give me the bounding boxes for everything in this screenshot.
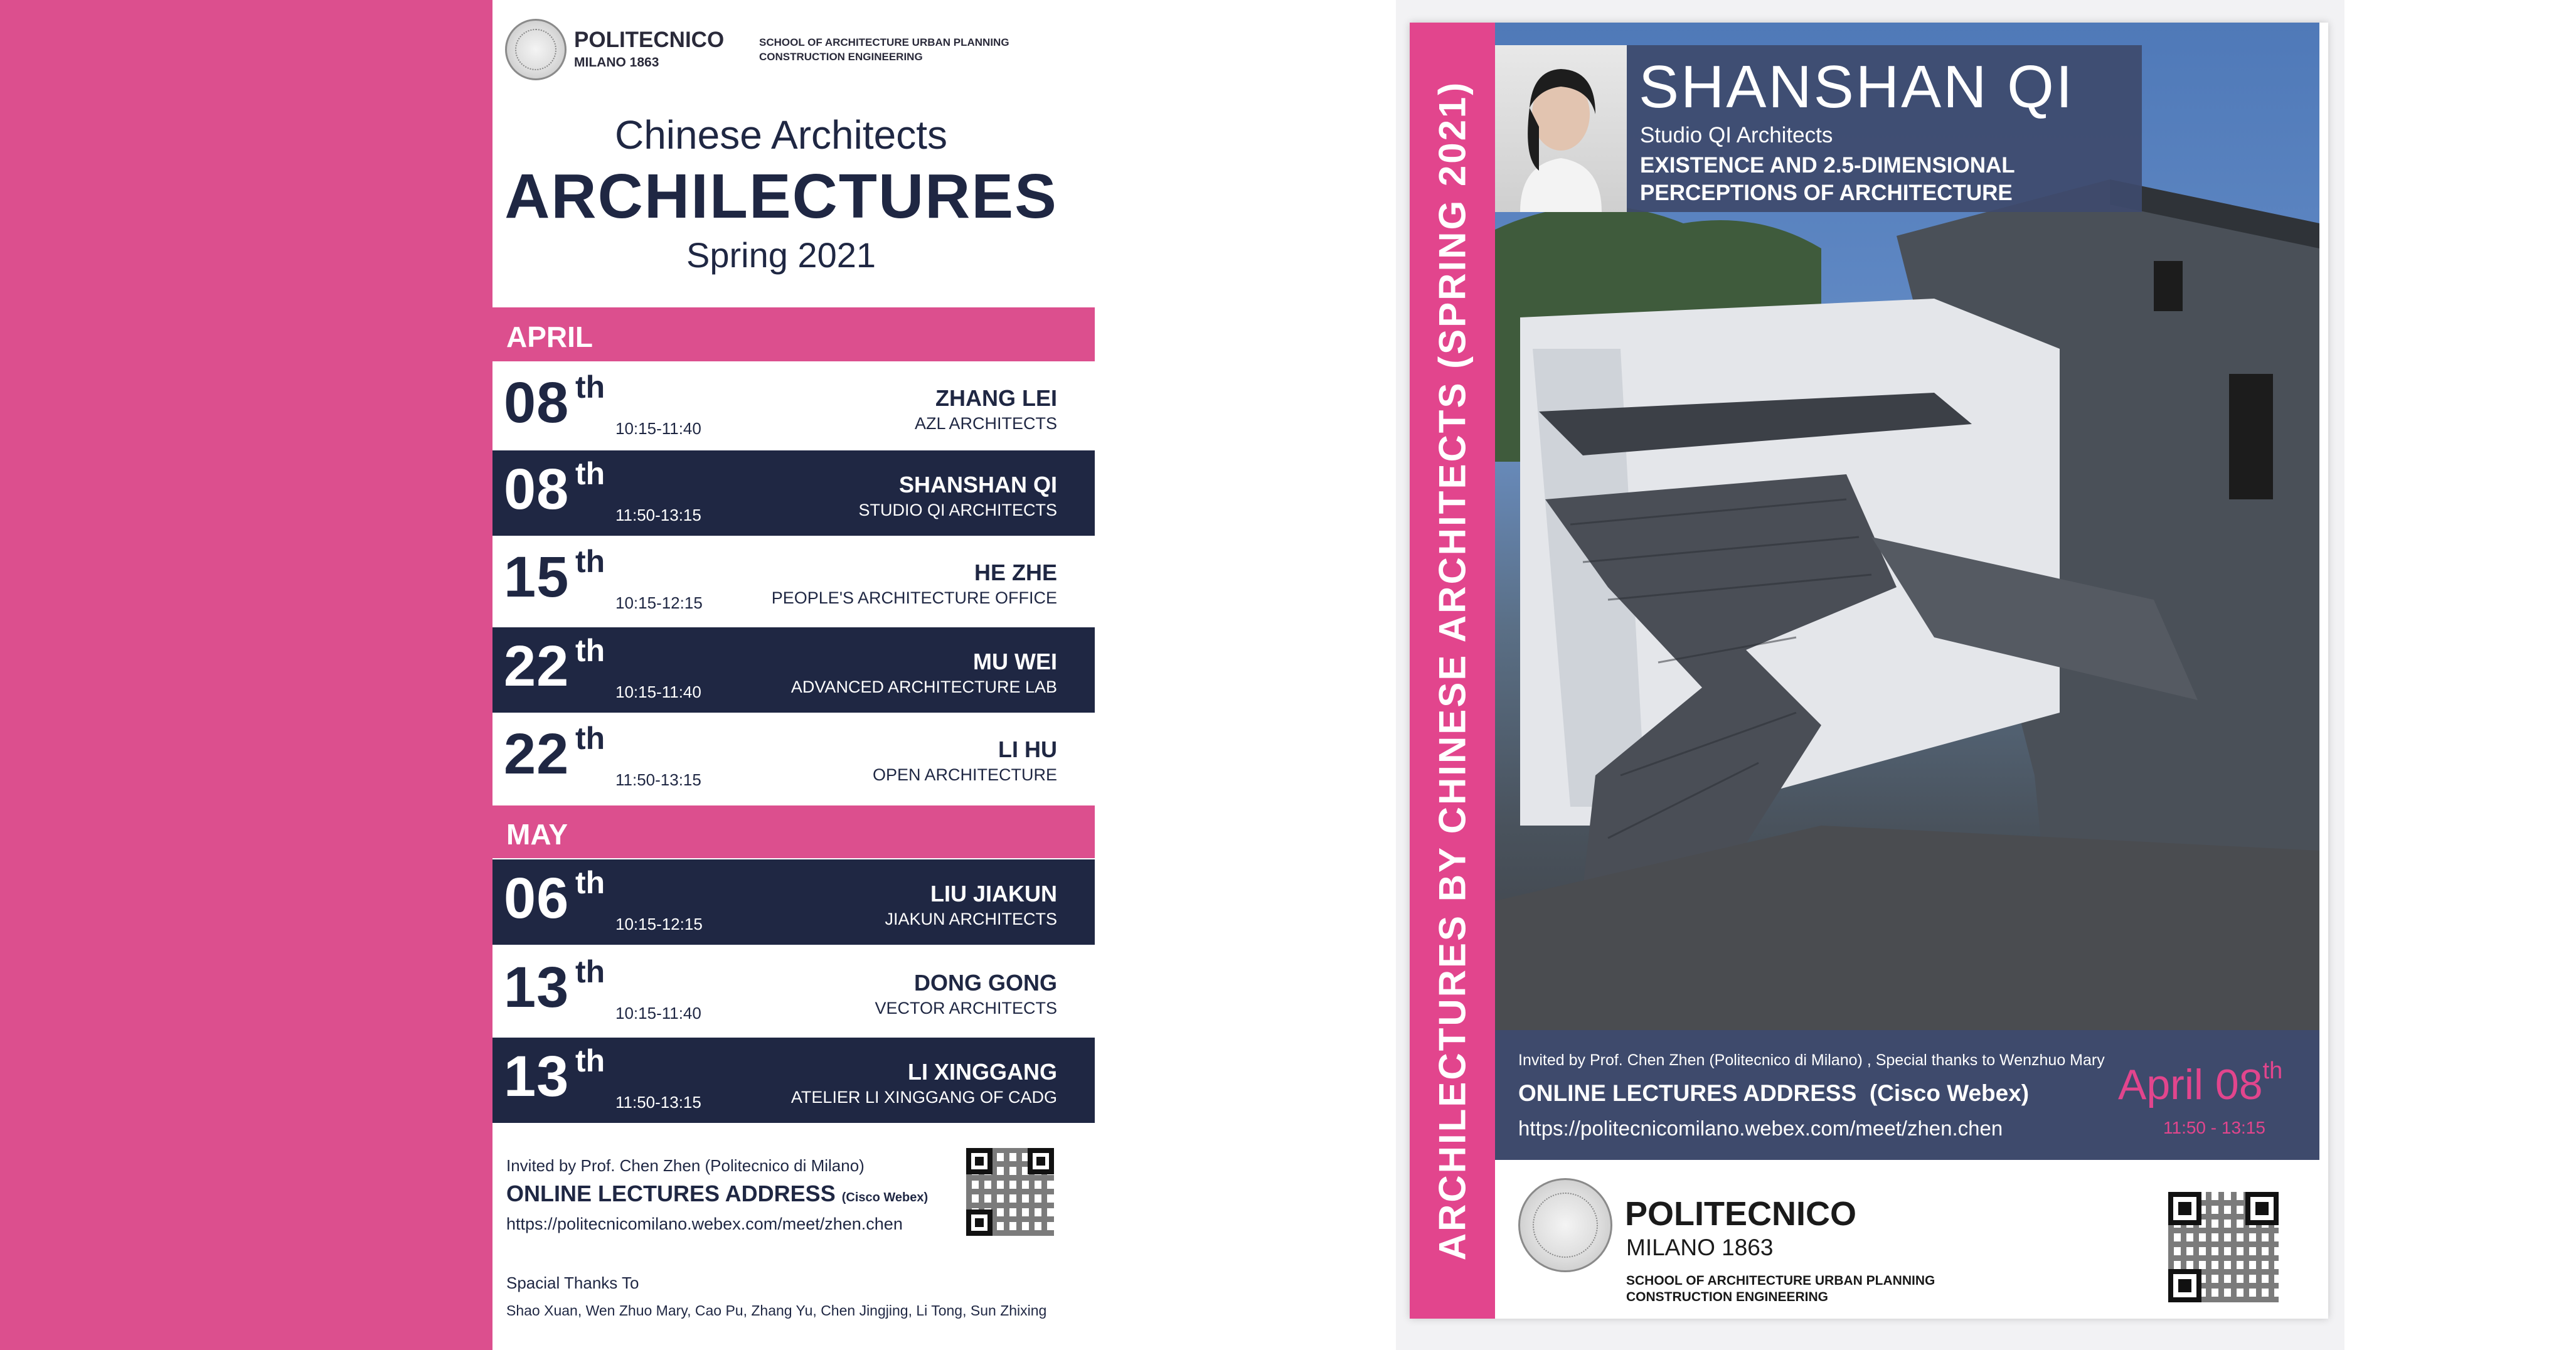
poster-invited-text: Invited by Prof. Chen Zhen (Politecnico di Milano) , Special thanks to Wenzhuo Mary — [1518, 1051, 2105, 1069]
lecture-row — [492, 949, 1095, 1034]
lecture-day-suffix: th — [575, 954, 605, 989]
poster-school-line1: SCHOOL OF ARCHITECTURE URBAN PLANNING — [1626, 1273, 1935, 1288]
lecture-day: 22 — [504, 634, 570, 698]
lecture-day: 13 — [504, 1044, 570, 1108]
lecture-day: 08 — [504, 371, 570, 435]
lecture-day-suffix: th — [575, 633, 605, 668]
lecture-row — [492, 859, 1095, 945]
poster-school-line2: CONSTRUCTION ENGINEERING — [1626, 1290, 1829, 1304]
lecturer-name: SHANSHAN QI — [898, 472, 1057, 497]
lecturer-firm: OPEN ARCHITECTURE — [872, 765, 1057, 784]
lecturer-firm: AZL ARCHITECTS — [914, 414, 1057, 433]
poster-date-time: 11:50 - 13:15 — [2163, 1118, 2265, 1137]
speaker-portrait-illustration — [1495, 45, 1627, 212]
window-shape — [2229, 374, 2273, 499]
lecturer-name: LI HU — [998, 736, 1057, 762]
title-line3: Spring 2021 — [686, 235, 876, 275]
lecture-row — [492, 450, 1095, 536]
lecture-day-suffix: th — [575, 721, 605, 756]
poster-brand-name: POLITECNICO — [1625, 1195, 1857, 1233]
lecture-day: 15 — [504, 545, 570, 609]
poster-date-main: April 08 — [2118, 1061, 2263, 1108]
thanks-label: Spacial Thanks To — [506, 1273, 639, 1292]
lecture-time: 10:15-12:15 — [615, 915, 703, 933]
address-note: (Cisco Webex) — [841, 1191, 929, 1204]
lecture-time: 10:15-11:40 — [615, 1004, 701, 1023]
lecturer-firm: STUDIO QI ARCHITECTS — [858, 501, 1057, 519]
lecture-row — [492, 364, 1095, 449]
lecturer-name: LI XINGGANG — [907, 1059, 1057, 1085]
lecture-day-suffix: th — [575, 456, 605, 491]
lecturer-firm: ADVANCED ARCHITECTURE LAB — [790, 678, 1057, 696]
school-line1: SCHOOL OF ARCHITECTURE URBAN PLANNING — [759, 36, 1009, 48]
lecture-time: 11:50-13:15 — [615, 770, 701, 789]
lecture-day: 22 — [504, 722, 570, 786]
lecture-time: 10:15-11:40 — [615, 419, 701, 438]
page-title: ARCHILECTURES — [504, 161, 1058, 231]
lecture-row — [492, 715, 1095, 800]
schedule-poster — [492, 0, 1095, 1350]
poster-address-label: ONLINE LECTURES ADDRESS (Cisco Webex) — [1518, 1080, 2030, 1106]
speaker-studio: Studio QI Architects — [1640, 123, 1833, 147]
lecture-day: 13 — [504, 955, 570, 1019]
address-label-text: ONLINE LECTURES ADDRESS — [506, 1181, 836, 1206]
lecturer-name: ZHANG LEI — [935, 385, 1057, 411]
month-header-april: APRIL — [492, 307, 1095, 361]
lecture-day-suffix: th — [575, 369, 605, 405]
lecturer-name: MU WEI — [973, 649, 1057, 674]
talk-title-line1: EXISTENCE AND 2.5-DIMENSIONAL — [1640, 153, 2015, 178]
speaker-portrait — [1495, 45, 1627, 212]
address-label — [506, 1181, 928, 1207]
speaker-name: SHANSHAN QI — [1639, 53, 2075, 120]
brand-name: POLITECNICO — [574, 28, 725, 52]
lecturer-name: HE ZHE — [974, 560, 1057, 585]
qr-code-icon — [2168, 1192, 2279, 1302]
poster-brand-sub: MILANO 1863 — [1626, 1235, 1774, 1260]
lecturer-firm: JIAKUN ARCHITECTS — [885, 910, 1057, 928]
lecture-day: 08 — [504, 457, 570, 521]
lecture-row — [492, 538, 1095, 624]
lecturer-name: DONG GONG — [913, 970, 1057, 996]
lecture-day-suffix: th — [575, 865, 605, 900]
lecturer-firm: VECTOR ARCHITECTS — [875, 999, 1057, 1018]
qr-code-icon — [966, 1148, 1054, 1236]
lecturer-name: LIU JIAKUN — [930, 881, 1057, 906]
brand-sub: MILANO 1863 — [574, 55, 659, 70]
title-line1: Chinese Architects — [614, 112, 948, 157]
lecture-time: 11:50-13:15 — [615, 506, 701, 524]
thanks-names: Shao Xuan, Wen Zhuo Mary, Cao Pu, Zhang Yu, Chen Jingjing, Li Tong, Sun Zhixing — [506, 1302, 1047, 1319]
left-pink-band — [0, 0, 492, 1350]
lecture-day: 06 — [504, 866, 570, 930]
lecture-day-suffix: th — [575, 1043, 605, 1078]
lecturer-firm: PEOPLE'S ARCHITECTURE OFFICE — [771, 588, 1057, 607]
lecture-time: 11:50-13:15 — [615, 1093, 701, 1112]
lecture-row — [492, 627, 1095, 713]
poster-date-sup: th — [2262, 1058, 2283, 1084]
lecture-row — [492, 1038, 1095, 1123]
poster-date — [2118, 1060, 2282, 1109]
school-line2: CONSTRUCTION ENGINEERING — [759, 51, 923, 63]
talk-title-line2: PERCEPTIONS OF ARCHITECTURE — [1640, 181, 2013, 205]
lecturer-firm: ATELIER LI XINGGANG OF CADG — [790, 1088, 1057, 1107]
lecture-time: 10:15-12:15 — [615, 593, 703, 612]
politecnico-seal-icon — [1518, 1178, 1612, 1272]
poster-url-link[interactable]: https://politecnicomilano.webex.com/meet/zhen.chen — [1518, 1117, 2003, 1140]
lecture-day-suffix: th — [575, 544, 605, 579]
month-header-may: MAY — [492, 805, 1095, 858]
lecture-url-link[interactable]: https://politecnicomilano.webex.com/meet/zhen.chen — [506, 1214, 903, 1233]
politecnico-seal-icon — [505, 19, 567, 80]
lecture-time: 10:15-11:40 — [615, 683, 701, 701]
invited-text: Invited by Prof. Chen Zhen (Politecnico di Milano) — [506, 1156, 865, 1175]
vertical-title-text: ARCHILECTURES BY CHINESE ARCHITECTS (SPRING 2021) — [1431, 80, 1474, 1261]
